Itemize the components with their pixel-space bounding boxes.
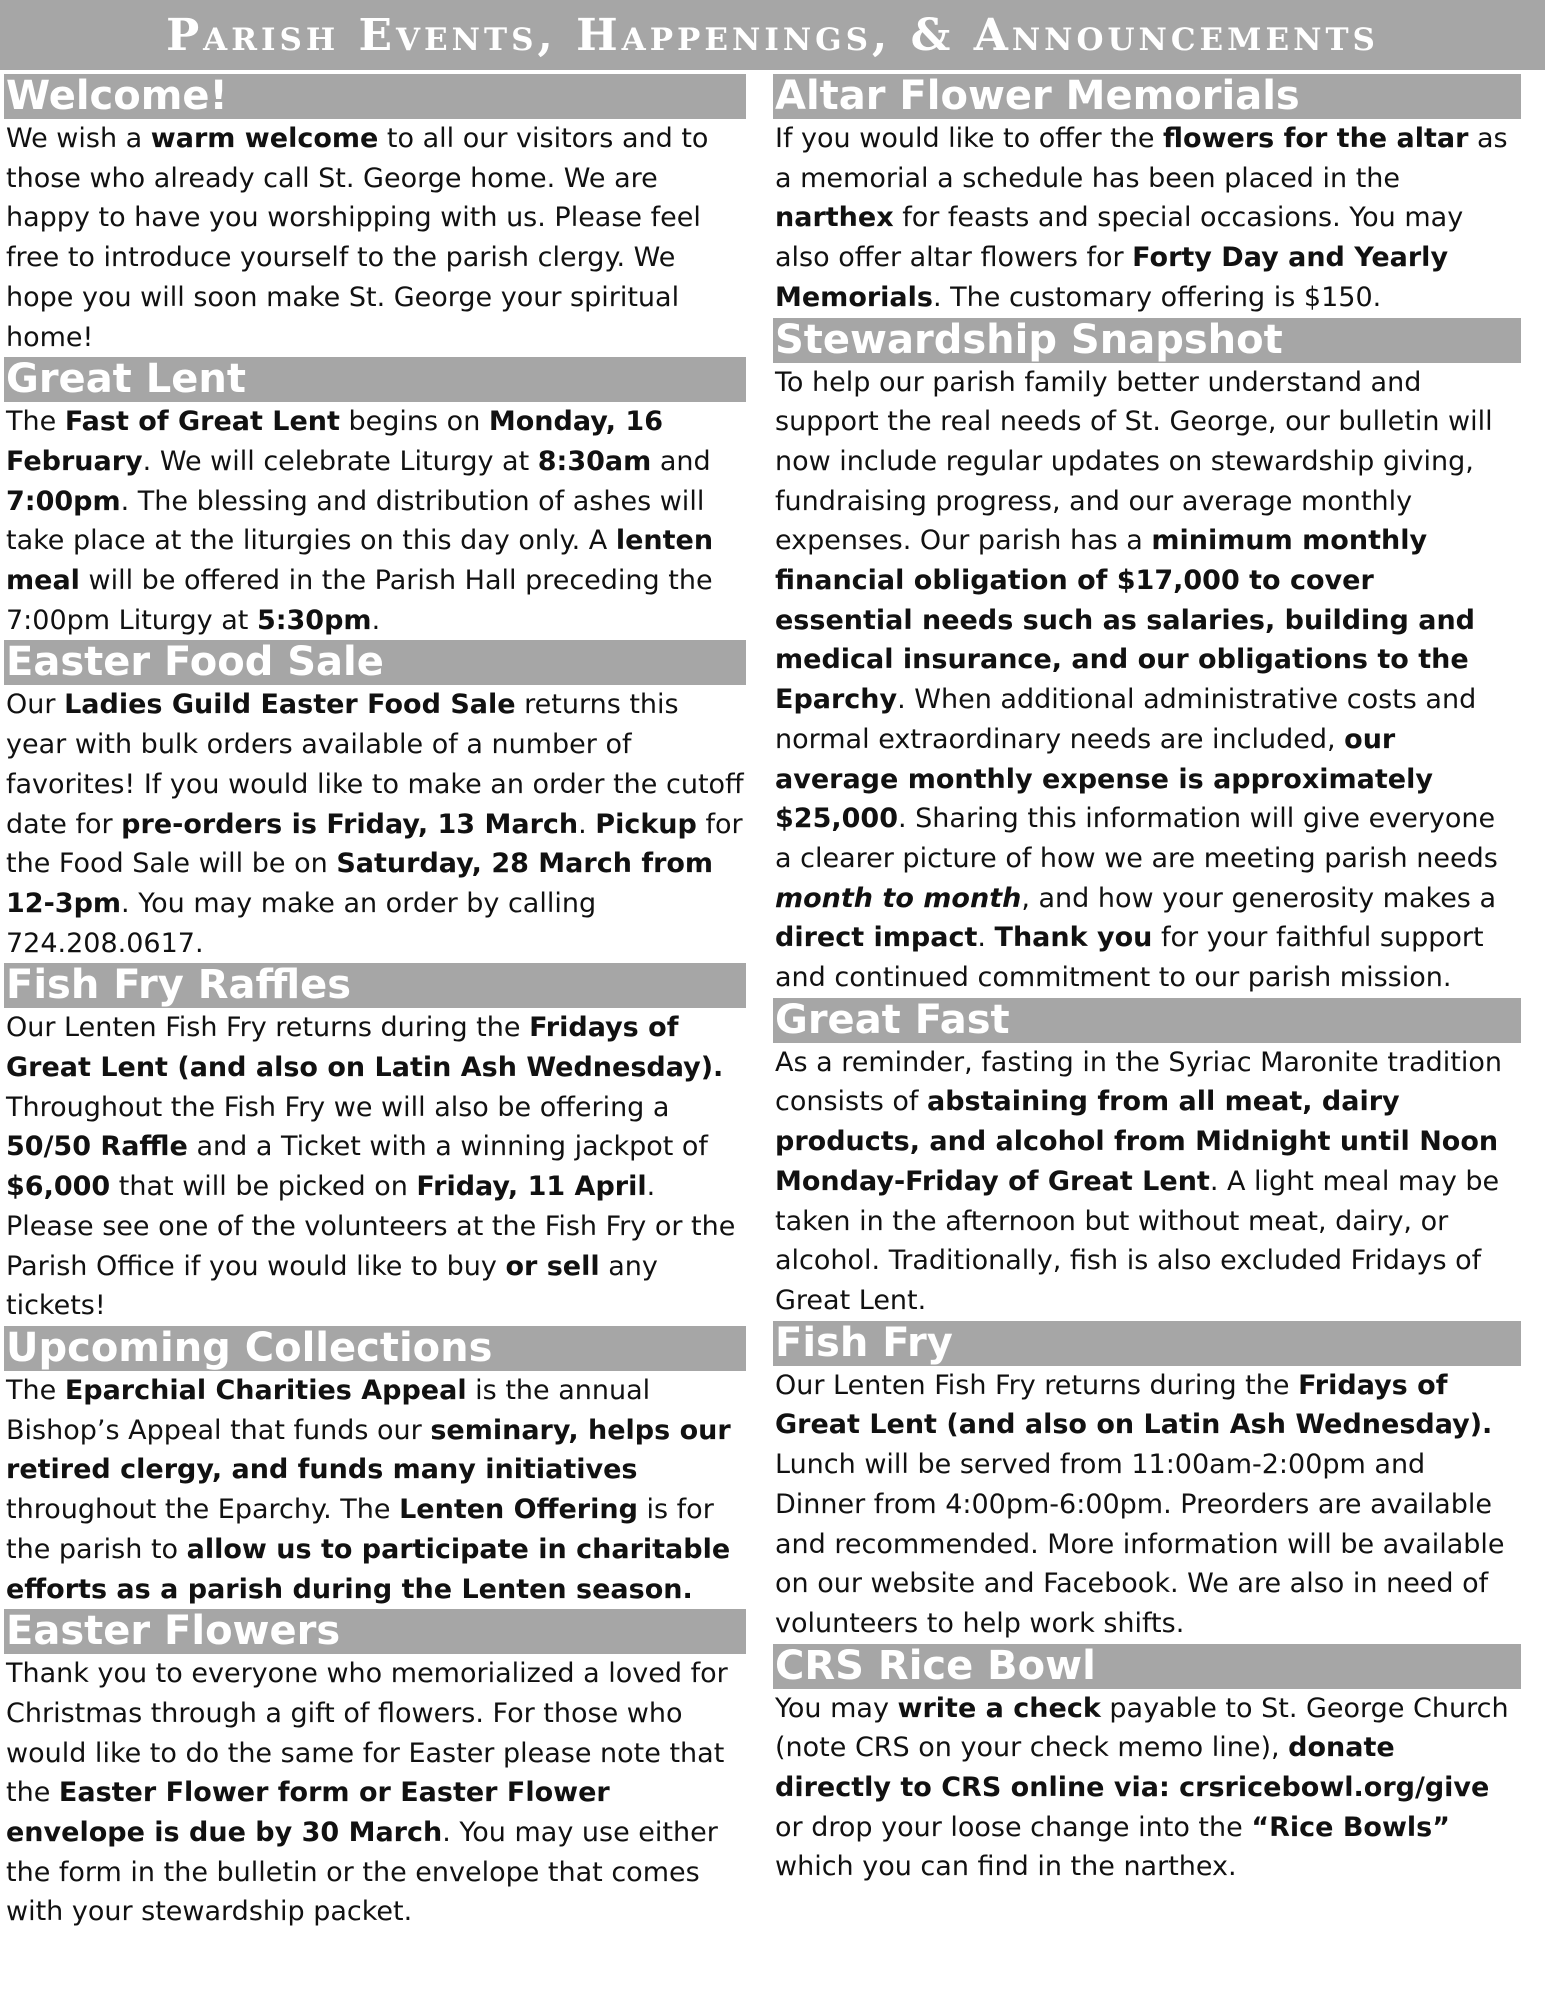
bold-text: minimum monthly financial obligation of $17,000 to cover essential needs such as salaries, building and medical insurance, and our obligations to the Eparchy bbox=[775, 525, 1476, 716]
body-text: or drop your loose change into the bbox=[775, 1811, 1252, 1843]
section-heading: Fish Fry bbox=[773, 1321, 1521, 1366]
bold-text: pre-orders is Friday, 13 March bbox=[121, 808, 579, 840]
section-fish-fry-raffles bbox=[4, 963, 746, 1326]
left-column bbox=[4, 74, 746, 1932]
section-great-fast bbox=[773, 998, 1521, 1321]
body-text: . bbox=[578, 808, 596, 840]
bold-text: Thank you bbox=[994, 922, 1153, 954]
body-text: . A light meal may be taken in the afternoon but without meat, dairy, or alcohol. Traditionally, fish is also excluded Fridays of Great Lent. bbox=[775, 1165, 1500, 1316]
bold-text: 8:30am bbox=[537, 445, 652, 477]
body-text: to all our visitors and to those who already call St. George home. We are happy to have you worshipping with us. Please feel free to introduce yourself to the parish clergy. We hope you will soon make St. George your spiritual home! bbox=[6, 123, 709, 353]
body-text: As a reminder, fasting in the Syriac Maronite tradition consists of bbox=[775, 1046, 1502, 1118]
section-body bbox=[4, 1371, 746, 1609]
section-heading: Altar Flower Memorials bbox=[773, 74, 1521, 119]
bold-text: flowers for the altar bbox=[1163, 123, 1469, 154]
section-body bbox=[4, 1008, 746, 1326]
body-text: payable to St. George Church (note CRS on your check memo line), bbox=[775, 1692, 1509, 1764]
body-text: Thank you to everyone who memorialized a loved for Christmas through a gift of flowers. For those who would like to do the same for Easter please note that the bbox=[6, 1658, 728, 1809]
page-banner bbox=[0, 0, 1545, 70]
body-text: begins on bbox=[339, 406, 489, 438]
body-text: The bbox=[6, 1374, 65, 1406]
body-text: and a Ticket with a winning jackpot of bbox=[187, 1131, 708, 1163]
bold-text: Eparchial Charities Appeal bbox=[64, 1374, 467, 1406]
section-body bbox=[4, 402, 746, 640]
bold-text: Friday, 11 April bbox=[416, 1171, 647, 1203]
bold-text: donate directly to CRS online via: crsricebowl.org/give bbox=[775, 1732, 1490, 1804]
body-text: . Please see one of the volunteers at the Fish Fry or the Parish Office if you would like to buy bbox=[6, 1171, 736, 1282]
body-text: . Sharing this information will give everyone a clearer picture of how we are meeting parish needs bbox=[775, 803, 1498, 874]
bold-text: 5:30pm bbox=[256, 604, 372, 636]
bold-text: Pickup bbox=[595, 808, 697, 840]
bold-text: abstaining from all meat, dairy products, and alcohol from Midnight until Noon Monday-Friday of Great Lent bbox=[775, 1086, 1499, 1197]
section-heading: Upcoming Collections bbox=[4, 1326, 746, 1371]
bold-text: Ladies Guild Easter Food Sale bbox=[64, 689, 516, 721]
bold-text: 50/50 Raffle bbox=[6, 1131, 188, 1163]
section-heading: Great Fast bbox=[773, 998, 1521, 1043]
body-text: We wish a bbox=[6, 123, 151, 154]
body-text: Our bbox=[6, 689, 65, 721]
body-text: which you can find in the narthex. bbox=[775, 1851, 1237, 1883]
bold-text: our average monthly expense is approximately $25,000 bbox=[775, 723, 1433, 835]
body-text: that will be picked on bbox=[110, 1171, 417, 1203]
section-upcoming-collections bbox=[4, 1326, 746, 1609]
body-text: and bbox=[651, 445, 711, 477]
section-heading: Stewardship Snapshot bbox=[773, 318, 1521, 363]
body-text: . We will celebrate Liturgy at bbox=[142, 445, 538, 477]
bold-text: Easter Flower form or Easter Flower envelope is due by 30 March bbox=[6, 1777, 610, 1849]
right-column bbox=[773, 74, 1521, 1887]
body-text: Lunch will be served from 11:00am-2:00pm and Dinner from 4:00pm-6:00pm. Preorders are available and recommended. More information will be available on our website and Facebook. We are also in need of volunteers to help work shifts. bbox=[775, 1449, 1505, 1639]
bold-text: Fridays of Great Lent (and also on Latin Ash Wednesday). bbox=[775, 1369, 1493, 1441]
bold-text: Forty Day and Yearly Memorials bbox=[775, 242, 1449, 313]
body-text: If you would like to offer the bbox=[775, 123, 1164, 154]
body-text: Our Lenten Fish Fry returns during the bbox=[775, 1369, 1299, 1401]
section-body bbox=[773, 119, 1521, 318]
section-altar-flower-memorials bbox=[773, 74, 1521, 318]
banner-title: Parish Events, Happenings, & Announcements bbox=[166, 9, 1379, 61]
body-text: Throughout the Fish Fry we will also be offering a bbox=[6, 1091, 670, 1123]
bold-italic-text: month to month bbox=[775, 882, 1022, 914]
body-text: . You may make an order by calling 724.208.0617. bbox=[6, 887, 597, 959]
section-heading: Easter Flowers bbox=[4, 1609, 746, 1654]
body-text: for your faithful support and continued commitment to our parish mission. bbox=[775, 922, 1484, 994]
bold-text: Monday, 16 February bbox=[6, 406, 663, 477]
section-body bbox=[773, 1689, 1521, 1888]
bold-text: narthex bbox=[775, 202, 894, 234]
section-heading: CRS Rice Bowl bbox=[773, 1644, 1521, 1689]
body-text: . bbox=[977, 922, 995, 954]
body-text: , and how your generosity makes a bbox=[1021, 882, 1497, 914]
body-text: will be offered in the Parish Hall preceding the 7:00pm Liturgy at bbox=[6, 565, 713, 636]
section-heading: Great Lent bbox=[4, 357, 746, 402]
section-heading: Fish Fry Raffles bbox=[4, 963, 746, 1008]
body-text: . When additional administrative costs and normal extraordinary needs are included, bbox=[775, 684, 1477, 755]
body-text: The bbox=[6, 406, 65, 438]
bold-text: $6,000 bbox=[6, 1171, 111, 1203]
body-text: To help our parish family better understand and support the real needs of St. George, our bulletin will now include regular updates on stewardship giving, fundraising progress, and our average monthly expenses. Our parish has a bbox=[775, 366, 1493, 557]
section-easter-flowers bbox=[4, 1609, 746, 1932]
section-fish-fry bbox=[773, 1321, 1521, 1644]
bold-text: allow us to participate in charitable efforts as a parish during the Lenten season. bbox=[6, 1533, 731, 1605]
body-text: for the Food Sale will be on bbox=[6, 808, 743, 880]
body-text: as a memorial a schedule has been placed in the bbox=[775, 123, 1508, 194]
body-text: You may bbox=[775, 1692, 898, 1724]
body-text: . bbox=[371, 604, 381, 636]
section-great-lent bbox=[4, 357, 746, 640]
bold-text: lenten meal bbox=[6, 525, 714, 597]
section-body bbox=[4, 1654, 746, 1932]
body-text: any tickets! bbox=[6, 1250, 658, 1322]
bold-text: Fast of Great Lent bbox=[64, 406, 340, 438]
section-heading: Welcome! bbox=[4, 74, 746, 119]
section-stewardship-snapshot bbox=[773, 318, 1521, 998]
section-body bbox=[4, 685, 746, 963]
bold-text: warm welcome bbox=[150, 123, 379, 154]
body-text: throughout the Eparchy. The bbox=[6, 1494, 400, 1526]
bold-text: Lenten Offering bbox=[399, 1494, 638, 1526]
section-welcome bbox=[4, 74, 746, 357]
bold-text: “Rice Bowls” bbox=[1251, 1811, 1450, 1843]
section-body bbox=[4, 119, 746, 357]
bold-text: or sell bbox=[505, 1250, 600, 1282]
body-text: Our Lenten Fish Fry returns during the bbox=[6, 1012, 530, 1044]
bold-text: 7:00pm bbox=[6, 485, 121, 517]
section-body bbox=[773, 363, 1521, 998]
section-easter-food-sale bbox=[4, 640, 746, 963]
body-text: is for the parish to bbox=[6, 1494, 714, 1565]
body-text: returns this year with bulk orders available of a number of favorites! If you would like to make an order the cutoff date for bbox=[6, 689, 744, 840]
bold-text: Saturday, 28 March from 12-3pm bbox=[6, 848, 714, 919]
body-text: is the annual Bishop’s Appeal that funds our bbox=[6, 1374, 651, 1446]
bold-text: write a check bbox=[897, 1692, 1101, 1724]
section-crs-rice-bowl bbox=[773, 1644, 1521, 1888]
body-text: for feasts and special occasions. You may also offer altar flowers for bbox=[775, 202, 1464, 274]
bold-text: direct impact bbox=[775, 922, 978, 954]
body-text: . The customary offering is $150. bbox=[932, 281, 1382, 313]
bold-text: Fridays of Great Lent (and also on Latin Ash Wednesday). bbox=[6, 1012, 724, 1084]
section-body bbox=[773, 1043, 1521, 1321]
body-text: . The blessing and distribution of ashes will take place at the liturgies on this day only. A bbox=[6, 485, 705, 557]
section-heading: Easter Food Sale bbox=[4, 640, 746, 685]
bold-text: seminary, helps our retired clergy, and funds many initiatives bbox=[6, 1414, 731, 1486]
section-body bbox=[773, 1366, 1521, 1644]
body-text: . You may use either the form in the bulletin or the envelope that comes with your stewardship packet. bbox=[6, 1817, 718, 1928]
